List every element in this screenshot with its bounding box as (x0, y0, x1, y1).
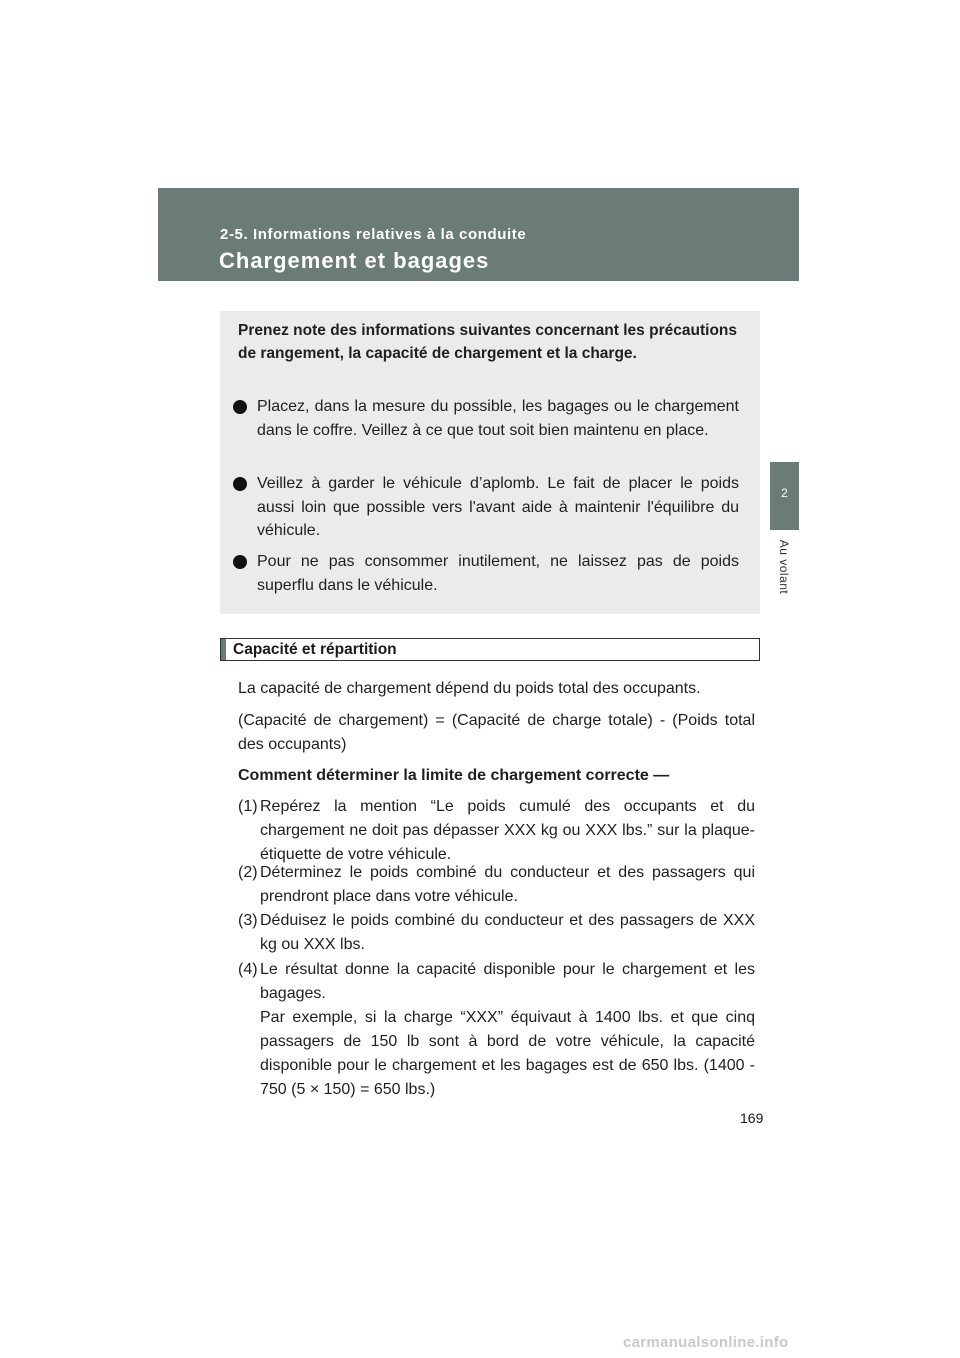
intro-text: Prenez note des informations suivantes concernant les précautions de rangement, la capacité de chargement et la charge. (238, 322, 737, 362)
paragraph: La capacité de chargement dépend du poids total des occupants. (238, 680, 701, 697)
heading-accent-bar (221, 639, 226, 660)
list-item (233, 472, 739, 543)
watermark: carmanualsonline.info (623, 1334, 789, 1351)
step-text: Déduisez le poids combiné du conducteur et des passagers de XXX kg ou XXX lbs. (260, 912, 755, 953)
list-item (238, 795, 755, 867)
step-text: Repérez la mention “Le poids cumulé des occupants et du chargement ne doit pas dépasser XXX kg ou XXX lbs.” sur la plaque-étiquette de votre véhicule. (260, 798, 755, 863)
paragraph: (Capacité de chargement) = (Capacité de charge totale) - (Poids total des occupants) (238, 712, 755, 753)
list-item (233, 550, 739, 597)
step-number: (2) (238, 864, 258, 881)
step-number: (3) (238, 912, 258, 929)
example-paragraph: Par exemple, si la charge “XXX” équivaut à 1400 lbs. et que cinq passagers de 150 lb sont à bord de votre véhicule, la capacité disponible pour le chargement et les bagages est de 650 lbs. (1400 - 750 (5 × 150) = 650 lbs.) (260, 1009, 755, 1098)
step-number: (4) (238, 961, 258, 978)
bullet-icon (233, 400, 247, 414)
section-label: 2-5. Informations relatives à la conduite (220, 226, 527, 243)
list-item (238, 861, 755, 909)
section-heading-text: Capacité et répartition (233, 641, 397, 658)
chapter-header (158, 188, 799, 281)
bullet-icon (233, 555, 247, 569)
intro-box (220, 311, 760, 614)
list-item (238, 909, 755, 957)
step-text: Déterminez le poids combiné du conducteur et des passagers qui prendront place dans votre véhicule. (260, 864, 755, 905)
bullet-text: Veillez à garder le véhicule d’aplomb. Le fait de placer le poids aussi loin que possible vers l'avant aide à maintenir l'équilibre du véhicule. (257, 475, 739, 539)
list-item (238, 958, 755, 1006)
page-title: Chargement et bagages (219, 248, 490, 273)
bullet-text: Placez, dans la mesure du possible, les bagages ou le chargement dans le coffre. Veillez à ce que tout soit bien maintenu en place. (257, 398, 739, 439)
chapter-tab (770, 462, 799, 530)
procedure-heading: Comment déterminer la limite de chargement correcte — (238, 767, 670, 784)
chapter-number: 2 (781, 486, 788, 500)
list-item (233, 395, 739, 442)
step-number: (1) (238, 798, 258, 815)
section-heading (220, 638, 760, 661)
step-text: Le résultat donne la capacité disponible pour le chargement et les bagages. (260, 961, 755, 1002)
bullet-icon (233, 477, 247, 491)
bullet-text: Pour ne pas consommer inutilement, ne laissez pas de poids superflu dans le véhicule. (257, 553, 739, 594)
page-number: 169 (740, 1110, 764, 1126)
chapter-side-label: Au volant (777, 539, 791, 595)
